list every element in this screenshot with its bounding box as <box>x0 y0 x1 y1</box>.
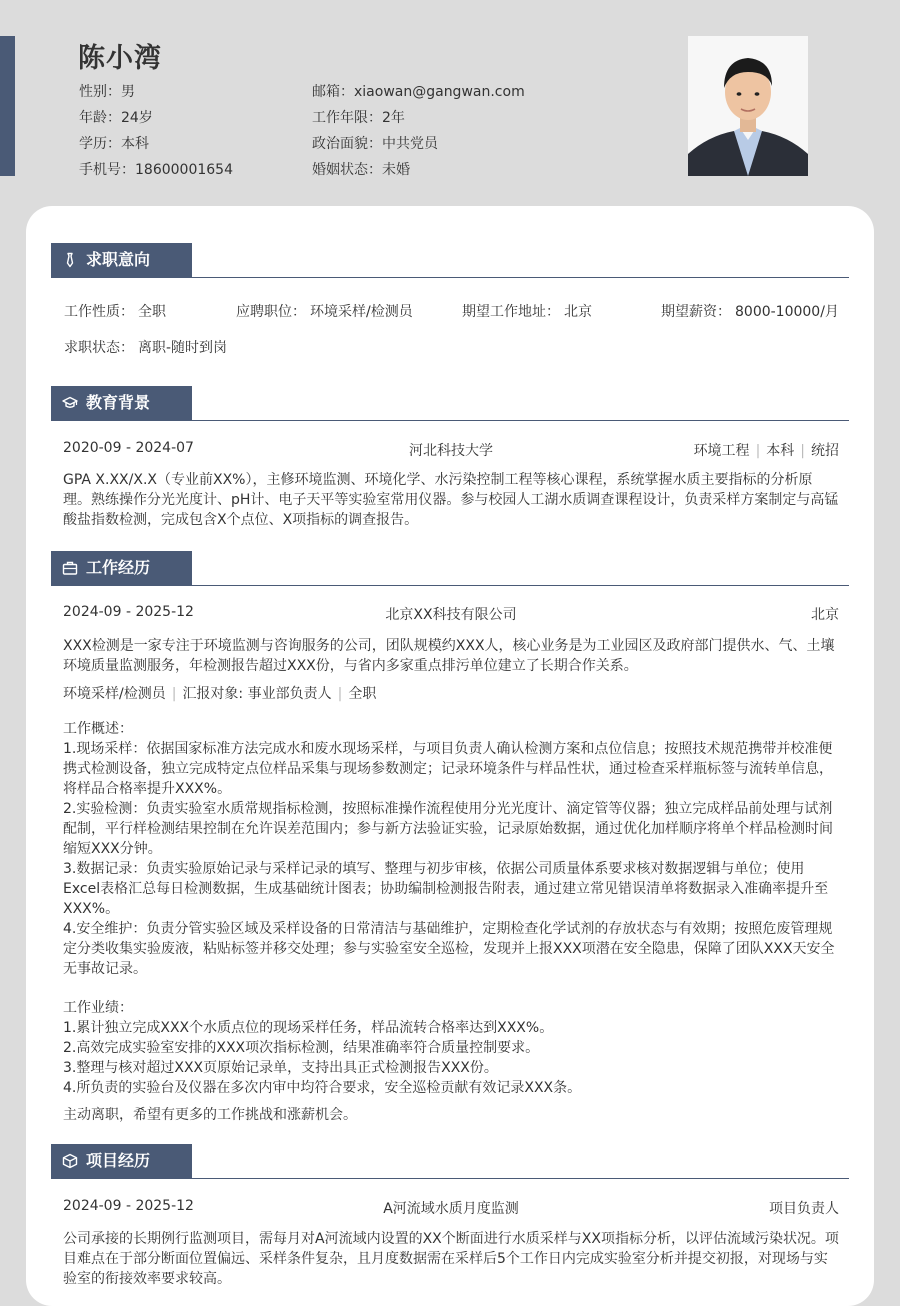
info-degree: 学历：本科 <box>79 136 149 152</box>
project-role: 项目负责人 <box>769 1201 839 1217</box>
resume-header <box>0 0 900 206</box>
section-intent <box>51 243 849 278</box>
work-achievement-item: 2.高效完成实验室安排的XXX项次指标检测，结果准确率符合质量控制要求。 <box>63 1040 540 1056</box>
info-email: 邮箱：xiaowan@gangwan.com <box>312 84 525 100</box>
work-achievement-item: 4.所负责的实验台及仪器在多次内审中均符合要求，安全巡检贡献有效记录XXX条。 <box>63 1080 582 1096</box>
work-overview-item: 3.数据记录：负责实验原始记录与采样记录的填写、整理与初步审核，依据公司质量体系要求核对数据逻辑与单位；使用Excel表格汇总每日检测数据，生成基础统计图表；协助编制检测报告附表，通过建立常见错误清单将数据录入准确率提升至XXX%。 <box>63 861 829 917</box>
work-achievements <box>63 998 839 1098</box>
project-period: 2024-09 - 2025-12 <box>63 1198 194 1214</box>
info-age: 年龄：24岁 <box>79 110 153 126</box>
cube-icon <box>62 1153 78 1169</box>
avatar <box>688 36 808 176</box>
work-overview-item: 4.安全维护：负责分管实验区域及采样设备的日常清洁与基础维护，定期检查化学试剂的存放状态与有效期；按照危废管理规定分类收集实验废液，粘贴标签并移交处理；参与实验室安全巡检，发现并上报XXX项潜在安全隐患，保障了团队XXX天安全无事故记录。 <box>63 921 835 977</box>
tie-icon <box>62 252 78 268</box>
work-achievement-item: 1.累计独立完成XXX个水质点位的现场采样任务，样品流转合格率达到XXX%。 <box>63 1020 554 1036</box>
intent-position: 应聘职位： 环境采样/检测员 <box>236 304 413 320</box>
candidate-name: 陈小湾 <box>78 43 162 74</box>
graduation-cap-icon <box>62 395 78 411</box>
basic-info-right <box>312 79 525 183</box>
education-school: 河北科技大学 <box>409 443 493 459</box>
work-achievement-title: 工作业绩： <box>63 1000 133 1016</box>
work-city: 北京 <box>811 607 839 623</box>
info-phone: 手机号：18600001654 <box>79 162 233 178</box>
intent-nature: 工作性质： 全职 <box>64 304 166 320</box>
project-description: 公司承接的长期例行监测项目，需每月对A河流域内设置的XX个断面进行水质采样与XX项指标分析，以评估流域污染状况。项目难点在于部分断面位置偏远、采样条件复杂，且月度数据需在采样后5个工作日内完成实验室分析并提交初报，对现场与实验室的衔接效率要求较高。 <box>63 1231 839 1287</box>
education-period: 2020-09 - 2024-07 <box>63 440 194 456</box>
section-project <box>51 1144 849 1179</box>
profile-photo <box>688 36 808 176</box>
info-political: 政治面貌：中共党员 <box>312 136 438 152</box>
section-tab-intent: 求职意向 <box>51 243 192 277</box>
work-company-description: XXX检测是一家专注于环境监测与咨询服务的公司，团队规模约XXX人，核心业务是为工业园区及政府部门提供水、气、土壤环境质量监测服务，年检测报告超过XXX份，与省内多家重点排污单位建立了长期合作关系。 <box>63 638 835 674</box>
work-report-to: 汇报对象: 事业部负责人 <box>182 686 332 702</box>
work-period: 2024-09 - 2025-12 <box>63 604 194 620</box>
work-overview <box>63 719 839 979</box>
intent-salary: 期望薪资： 8000-10000/月 <box>661 304 839 320</box>
section-tab-project: 项目经历 <box>51 1144 192 1178</box>
info-gender: 性别：男 <box>79 84 135 100</box>
work-achievement-item: 3.整理与核对超过XXX页原始记录单，支持出具正式检测报告XXX份。 <box>63 1060 498 1076</box>
section-work <box>51 551 849 586</box>
basic-info-left <box>79 79 233 183</box>
work-overview-item: 1.现场采样：依据国家标准方法完成水和废水现场采样，与项目负责人确认检测方案和点位信息；按照技术规范携带并校准便携式检测设备，独立完成特定点位样品采集与现场参数测定；记录环境条件与样品性状，通过检查采样瓶标签与流转单信息，将样品合格率提升XXX%。 <box>63 741 833 797</box>
work-tags: 环境采样/检测员 | 汇报对象: 事业部负责人 | 全职 <box>63 686 377 702</box>
education-description: GPA X.XX/X.X（专业前XX%），主修环境监测、环境化学、水污染控制工程等核心课程，系统掌握水质主要指标的分析原理。熟练操作分光光度计、pH计、电子天平等实验室常用仪器。参与校园人工湖水质调查课程设计，负责采样方案制定与高锰酸盐指数检测，完成包含X个点位、X项指标的调查报告。 <box>63 472 839 528</box>
resume-body <box>26 206 874 1306</box>
education-entry-header <box>63 440 839 460</box>
work-job-type: 全职 <box>348 686 377 702</box>
section-tab-education: 教育背景 <box>51 386 192 420</box>
work-company: 北京XX科技有限公司 <box>385 607 517 623</box>
section-tab-work: 工作经历 <box>51 551 192 585</box>
info-marital: 婚姻状态：未婚 <box>312 162 410 178</box>
work-entry-header <box>63 604 839 624</box>
education-meta: 环境工程 | 本科 | 统招 <box>693 443 839 459</box>
work-leave-reason: 主动离职，希望有更多的工作挑战和涨薪机会。 <box>63 1107 357 1123</box>
briefcase-icon <box>62 560 78 576</box>
intent-city: 期望工作地址： 北京 <box>462 304 592 320</box>
intent-status: 求职状态： 离职-随时到岗 <box>64 340 228 356</box>
accent-bar <box>0 36 15 176</box>
info-years: 工作年限：2年 <box>312 110 405 126</box>
work-role: 环境采样/检测员 <box>63 686 166 702</box>
work-overview-item: 2.实验检测：负责实验室水质常规指标检测，按照标准操作流程使用分光光度计、滴定管等仪器；独立完成样品前处理与试剂配制，平行样检测结果控制在允许误差范围内；参与新方法验证实验，记录原始数据，通过优化加样顺序将单个样品检测时间缩短XXX分钟。 <box>63 801 833 857</box>
section-education <box>51 386 849 421</box>
work-overview-title: 工作概述： <box>63 721 133 737</box>
project-entry-header <box>63 1198 839 1218</box>
project-name: A河流域水质月度监测 <box>383 1201 519 1217</box>
